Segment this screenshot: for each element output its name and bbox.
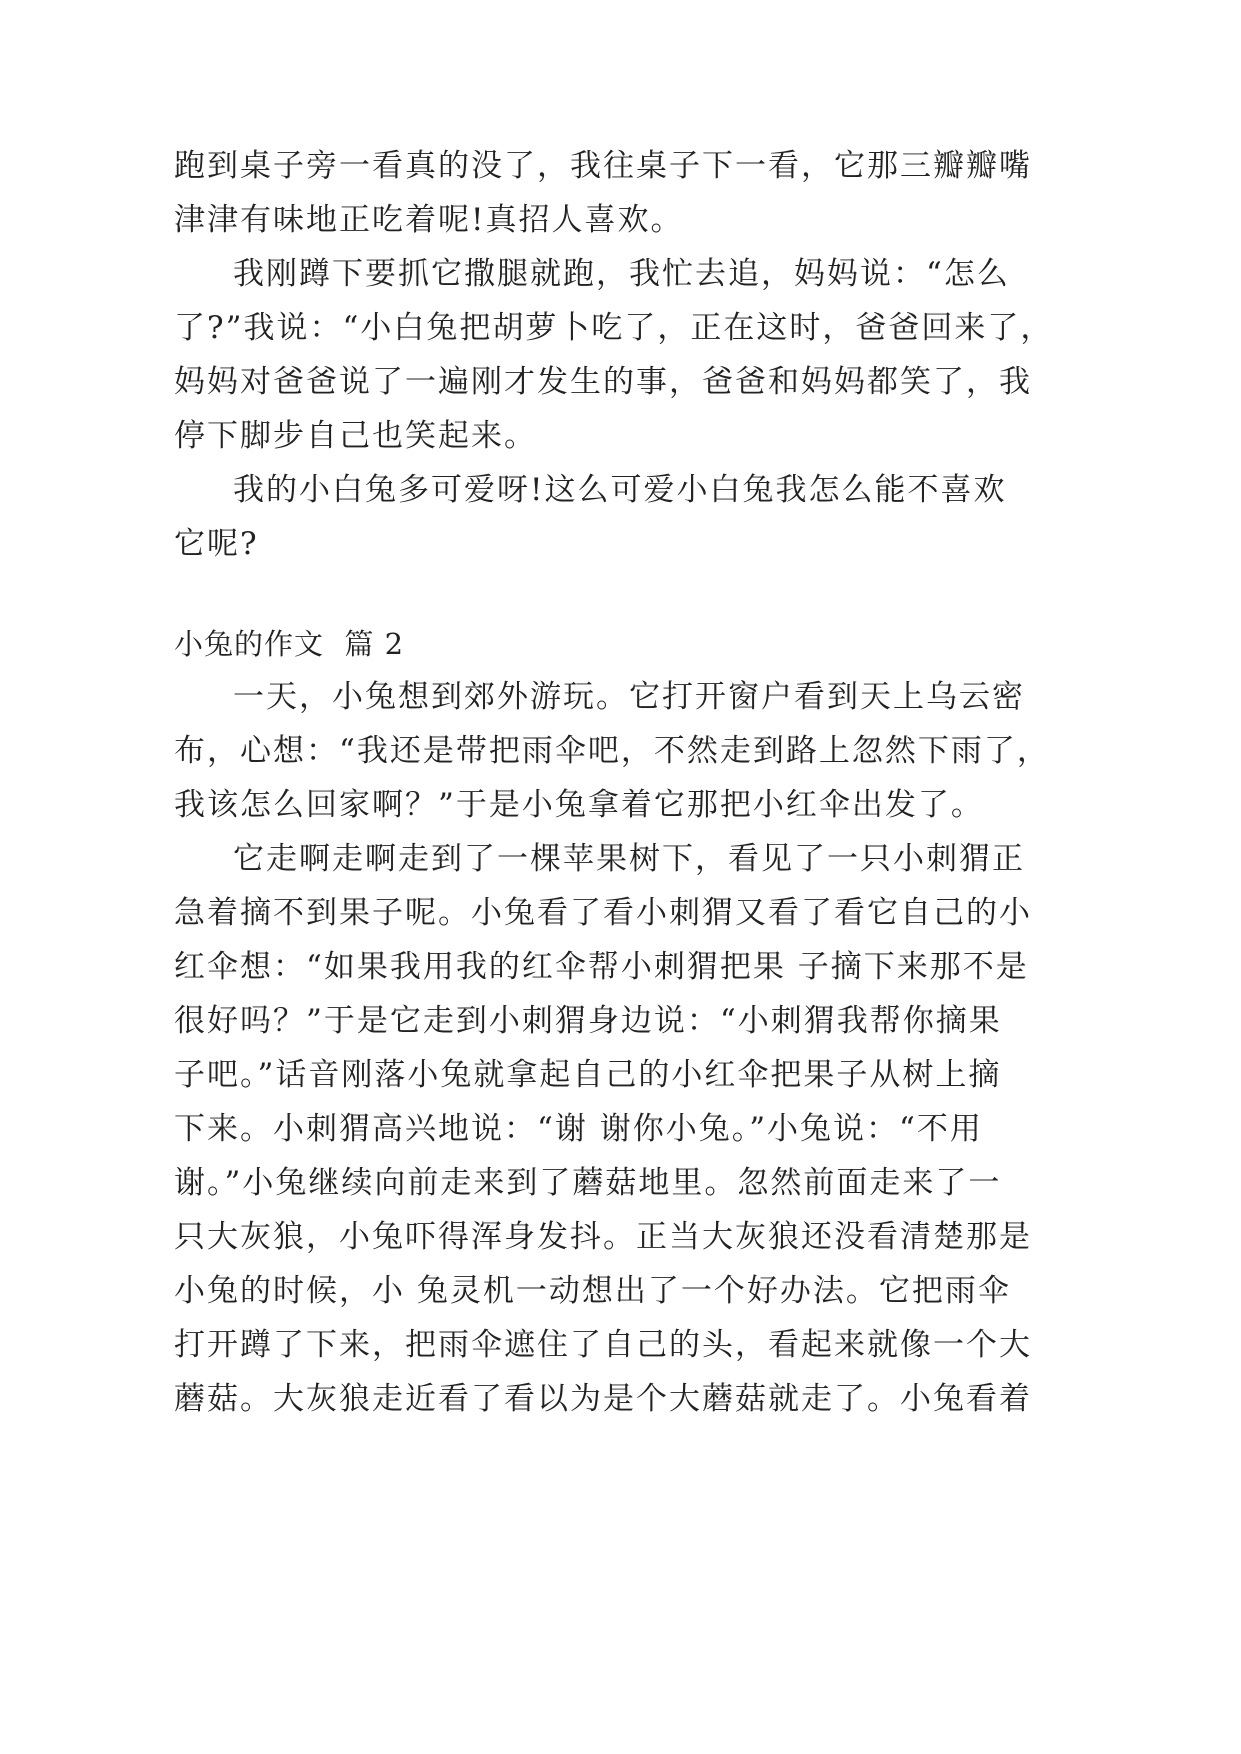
text-line: 小兔的时候，小 兔灵机一动想出了一个好办法。它把雨伞 [174, 1273, 1011, 1309]
text-line: 我刚蹲下要抓它撒腿就跑，我忙去追，妈妈说：“怎么 [233, 256, 1010, 292]
text-line: 一天，小兔想到郊外游玩。它打开窗户看到天上乌云密 [233, 679, 1025, 715]
text-line: 只大灰狼，小兔吓得浑身发抖。正当大灰狼还没看清楚那是 [174, 1219, 1032, 1255]
text-line: 布，心想：“我还是带把雨伞吧，不然走到路上忽然下雨了， [174, 733, 1050, 769]
section-heading: 小兔的作文 篇 2 [174, 627, 405, 661]
text-line: 它走啊走啊走到了一棵苹果树下，看见了一只小刺猬正 [233, 841, 1025, 877]
text-line: 子吧。”话音刚落小兔就拿起自己的小红伞把果子从树上摘 [174, 1057, 1002, 1093]
text-line: 打开蹲了下来，把雨伞遮住了自己的头，看起来就像一个大 [174, 1327, 1032, 1363]
text-line: 下来。小刺猬高兴地说：“谢 谢你小兔。”小兔说：“不用 [174, 1111, 983, 1147]
text-line: 津津有味地正吃着呢!真招人喜欢。 [174, 202, 684, 238]
text-line: 停下脚步自己也笑起来。 [174, 418, 537, 454]
text-line: 蘑菇。大灰狼走近看了看以为是个大蘑菇就走了。小兔看着 [174, 1381, 1032, 1417]
text-line: 跑到桌子旁一看真的没了，我往桌子下一看，它那三瓣瓣嘴 [174, 148, 1032, 184]
text-line: 了?”我说：“小白兔把胡萝卜吃了，正在这时，爸爸回来了， [174, 310, 1054, 346]
text-line: 妈妈对爸爸说了一遍刚才发生的事，爸爸和妈妈都笑了，我 [174, 364, 1032, 400]
text-line: 红伞想：“如果我用我的红伞帮小刺猬把果 子摘下来那不是 [174, 949, 1029, 985]
text-line: 很好吗？”于是它走到小刺猬身边说：“小刺猬我帮你摘果 [174, 1003, 1002, 1039]
text-line: 它呢? [174, 526, 259, 562]
text-line: 我的小白兔多可爱呀!这么可爱小白兔我怎么能不喜欢 [233, 472, 1007, 508]
text-line: 我该怎么回家啊？”于是小兔拿着它那把小红伞出发了。 [174, 787, 984, 823]
text-line: 谢。”小兔继续向前走来到了蘑菇地里。忽然前面走来了一 [174, 1165, 1002, 1201]
text-line: 急着摘不到果子呢。小兔看了看小刺猬又看了看它自己的小 [174, 895, 1032, 931]
